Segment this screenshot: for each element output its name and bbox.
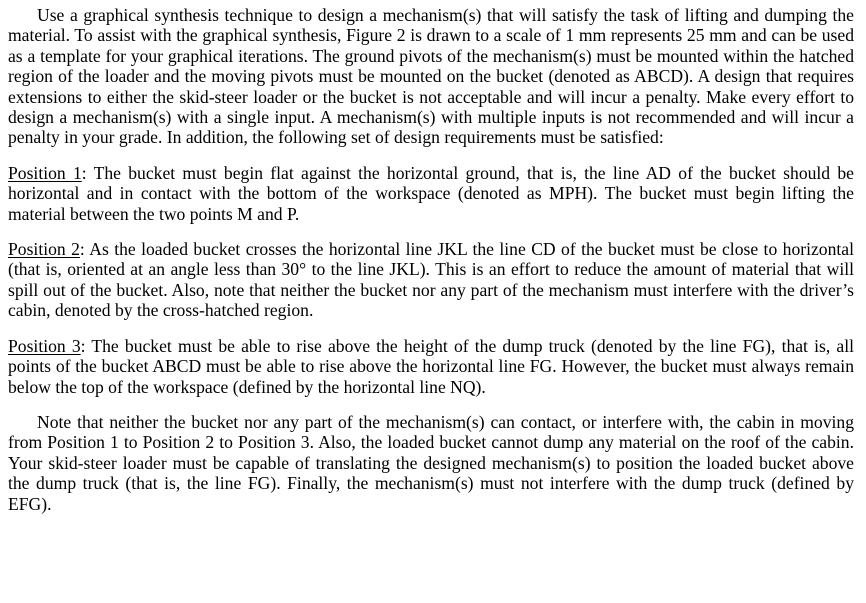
- intro-paragraph: Use a graphical synthesis technique to design a mechanism(s) that will satisfy the task of lifting and dumping the material. To assist with the graphical synthesis, Figure 2 is drawn to a scale of 1 mm represents 25 mm and can be used as a template for your graphical iterations. The ground pivots of the mechanism(s) must be mounted within the hatched region of the loader and the moving pivots must be mounted on the bucket (denoted as ABCD). A design that requires extensions to either the skid-steer loader or the bucket is not acceptable and will incur a penalty. Make every effort to design a mechanism(s) with a single input. A mechanism(s) with multiple inputs is not recommended and will incur a penalty in your grade. In addition, the following set of design requirements must be satisfied:: [8, 5, 854, 148]
- position-2-text: : As the loaded bucket crosses the horizontal line JKL the line CD of the bucket must be close to horizontal (that is, oriented at an angle less than 30° to the line JKL). This is an effort to reduce the amount of material that will spill out of the bucket. Also, note that neither the bucket nor any part of the mechanism must interfere with the driver’s cabin, denoted by the cross-hatched region.: [8, 239, 854, 321]
- position-2-paragraph: [8, 239, 854, 321]
- position-1-text: : The bucket must begin flat against the horizontal ground, that is, the line AD of the bucket should be horizontal and in contact with the bottom of the workspace (denoted as MPH). The bucket must begin lifting the material between the two points M and P.: [8, 162, 854, 224]
- position-1-label: Position 1: [8, 162, 82, 183]
- document-body: [8, 5, 854, 514]
- position-3-paragraph: [8, 336, 854, 397]
- position-3-text: : The bucket must be able to rise above the height of the dump truck (denoted by the line FG), that is, all points of the bucket ABCD must be able to rise above the horizontal line FG. However, the bucket must always remain below the top of the workspace (defined by the horizontal line NQ).: [8, 335, 854, 397]
- position-2-label: Position 2: [8, 239, 80, 260]
- note-paragraph: Note that neither the bucket nor any part of the mechanism(s) can contact, or interfere with, the cabin in moving from Position 1 to Position 2 to Position 3. Also, the loaded bucket cannot dump any material on the roof of the cabin. Your skid-steer loader must be capable of translating the designed mechanism(s) to position the loaded bucket above the dump truck (that is, the line FG). Finally, the mechanism(s) must not interfere with the dump truck (defined by EFG).: [8, 411, 854, 514]
- position-1-paragraph: [8, 163, 854, 224]
- position-3-label: Position 3: [8, 335, 81, 356]
